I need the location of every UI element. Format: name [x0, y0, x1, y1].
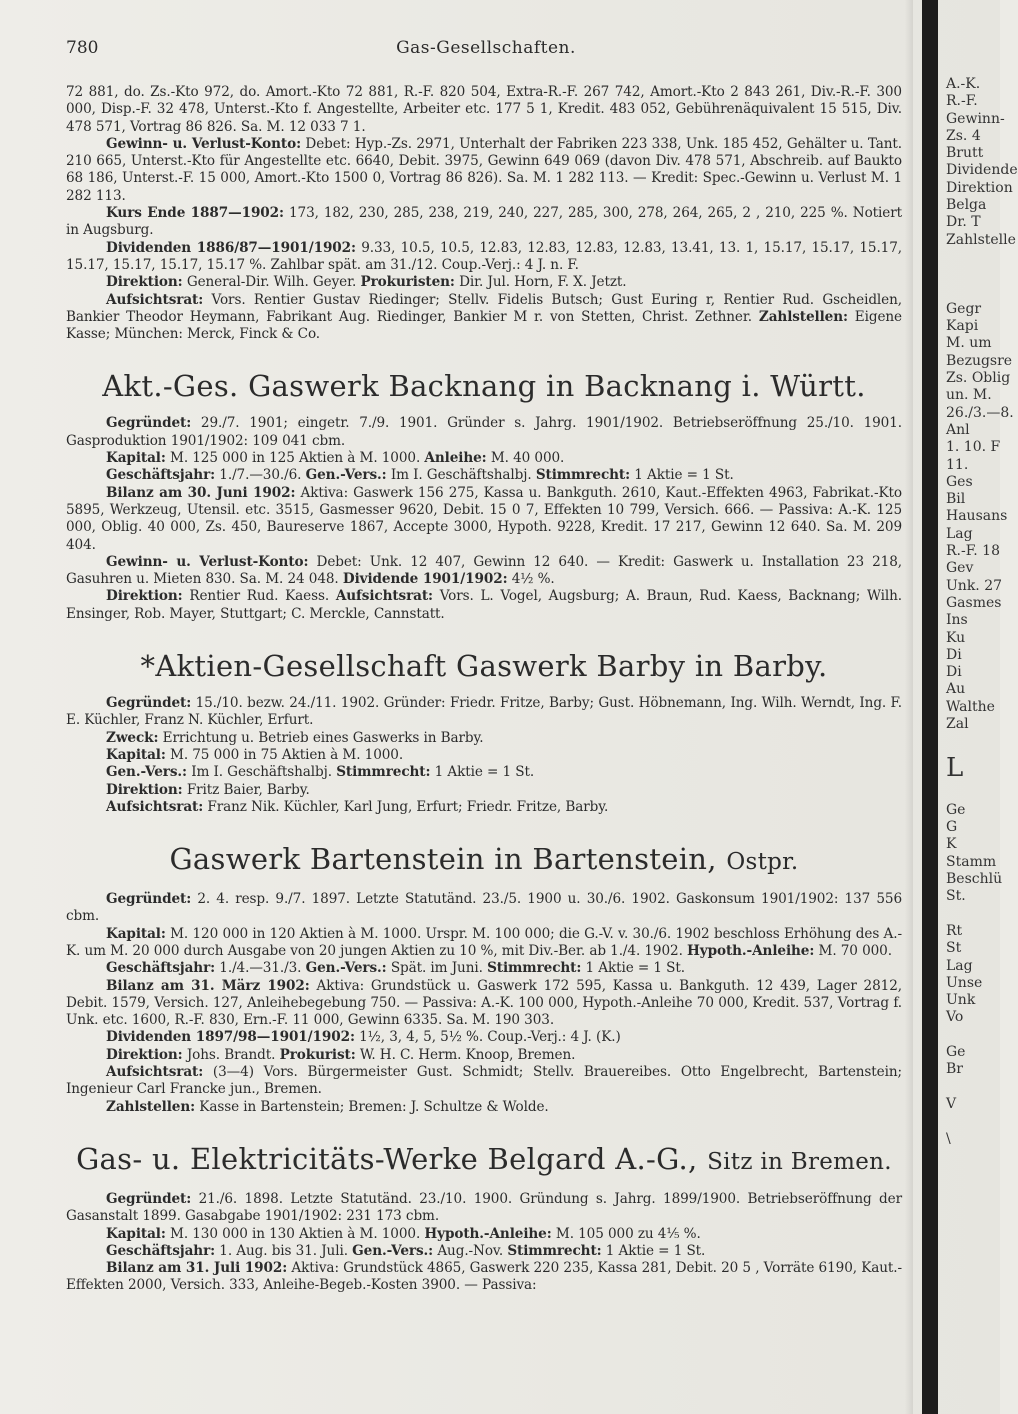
running-title: Gas-Gesellschaften. [396, 38, 576, 58]
fragment-line: 26./3.—8. [946, 404, 1014, 421]
entry-paragraph [66, 205, 902, 240]
fragment-line [946, 1079, 1000, 1096]
fragment-line: Kapi [946, 318, 979, 335]
fragment-line: V [946, 1095, 957, 1112]
entry-text: 2. 4. resp. 9./7. 1897. Letzte Statutänd. 23./5. 1900 u. 30./6. 1902. Gaskonsum 1901/1902: 137 556 cbm. [66, 891, 902, 925]
company-list [66, 369, 902, 1294]
entry-paragraph [66, 554, 902, 589]
entry-label: Geschäftsjahr: [106, 960, 216, 977]
fragment-line: L [946, 752, 964, 783]
entry-label: Kurs Ende 1887—1902: [106, 205, 284, 222]
entry-paragraph [66, 415, 902, 450]
entry-label: Hypoth.-Anleihe: [687, 942, 815, 959]
entry-paragraph [66, 1243, 902, 1260]
entry-paragraph [66, 1226, 902, 1243]
entry-paragraph [66, 730, 902, 747]
fragment-line: K [946, 836, 957, 853]
fragment-line: Brutt [946, 145, 984, 162]
entry-text: M. 70 000. [818, 942, 892, 959]
main-column [66, 84, 902, 1313]
binding-gutter [922, 0, 938, 1414]
fragment-line: Ge [946, 801, 966, 818]
fragment-line: 11. [946, 456, 969, 473]
entry-text: M. 75 000 in 75 Aktien à M. 1000. [170, 746, 404, 763]
entry-text: 1./4.—31./3. [219, 960, 302, 977]
entry-paragraph [66, 695, 902, 730]
entry-label: Kapital: [106, 746, 166, 763]
fragment-line: Bezugsre [946, 352, 1013, 369]
entry-text: 1 Aktie = 1 St. [585, 960, 685, 977]
fragment-line [946, 1027, 1000, 1044]
entry-label: Gewinn- u. Verlust-Konto: [106, 553, 309, 570]
company-name: Gaswerk Bartenstein in Bartenstein, [169, 842, 717, 877]
entry-paragraph [66, 782, 902, 799]
entry-text: 1 Aktie = 1 St. [605, 1242, 706, 1259]
entry-label: Stimmrecht: [487, 960, 582, 977]
entry-paragraph [66, 1047, 902, 1064]
entry-text: 4½ %. [511, 571, 555, 588]
fragment-line: Di [946, 646, 962, 663]
fragment-line: Rt [946, 922, 963, 939]
entry-label: Kapital: [106, 1225, 166, 1242]
entry-paragraph [66, 274, 902, 291]
fragment-line: Dividende [946, 162, 1018, 179]
entry-label: Gegründet: [106, 695, 192, 712]
page-number: 780 [66, 38, 99, 58]
fragment-line: Ge [946, 1044, 966, 1061]
entry-text: M. 125 000 in 125 Aktien à M. 1000. [170, 450, 421, 467]
entry-label: Direktion: [106, 781, 183, 798]
company-title [66, 1142, 902, 1179]
entry-text: Debet: Unk. 12 407, Gewinn 12 640. — Kredit: Gaswerk u. Installation 23 218, Gasuhren u. Mieten 830. Sa. M. 24 048. [66, 553, 902, 588]
entry-label: Gegründet: [106, 415, 192, 432]
fragment-line: Br [946, 1061, 963, 1078]
entry-paragraph [66, 240, 902, 275]
fragment-line [946, 906, 1000, 923]
fragment-line: R.-F. 18 [946, 543, 1000, 560]
entry-text: 1½, 3, 4, 5, 5½ %. Coup.-Verj.: 4 J. (K.) [359, 1029, 621, 1046]
entry-label: Aufsichtsrat: [106, 798, 204, 815]
company-seat: Sitz in Bremen. [707, 1148, 892, 1175]
fragment-line: Lag [946, 525, 973, 542]
fragment-line: Beschlü [946, 871, 1003, 888]
entry-paragraph [66, 292, 902, 344]
entry-label: Dividenden 1897/98—1901/1902: [106, 1029, 355, 1046]
entry-text: Errichtung u. Betrieb eines Gaswerks in Barby. [162, 729, 484, 746]
entry-text: Im I. Geschäftshalbj. [390, 467, 532, 484]
entry-label: Dividende 1901/1902: [342, 571, 508, 588]
fragment-line: Gegr [946, 300, 982, 317]
entry-paragraph [66, 136, 902, 205]
entry-paragraph [66, 747, 902, 764]
fragment-line [946, 266, 1000, 283]
fragment-line: M. um [946, 335, 992, 352]
company-name: Akt.-Ges. Gaswerk Backnang in Backnang i. Württ. [102, 369, 866, 404]
fragment-line: R.-F. [946, 93, 978, 110]
continued-entry [66, 84, 902, 343]
fragment-line: St. [946, 888, 966, 905]
fragment-line: Unk [946, 992, 976, 1009]
entry-label: Zahlstellen: [106, 1098, 196, 1115]
entry-label: Hypoth.-Anleihe: [424, 1225, 552, 1242]
entry-label: Anleihe: [424, 450, 487, 467]
entry-text: Debet: Hyp.-Zs. 2971, Unterhalt der Fabriken 223 338, Unk. 185 452, Gehälter u. Tant. 210 665, Unterst.-Kto für Angestellte etc. 6640, Debit. 3975, Gewinn 649 069 (davon Div. 478 571, Abschreib. auf Baukto 68 186, Unterst.-F. 15 000, Amort.-Kto 1500 0, Vortrag 86 826). Sa. M. 1 282 113. — Kredit: Spec.-Gewinn u. Verlust M. 1 282 113. [66, 135, 902, 204]
entry-label: Aufsichtsrat: [335, 588, 433, 605]
entry-paragraph [66, 764, 902, 781]
entry-text: M. 130 000 in 130 Aktien à M. 1000. [170, 1225, 421, 1242]
entry-label: Stimmrecht: [507, 1242, 602, 1259]
running-header [66, 38, 906, 64]
entry-label: Direktion: [106, 1046, 183, 1063]
entry-text: 1. Aug. bis 31. Juli. [219, 1242, 348, 1259]
entry-text: 15./10. bezw. 24./11. 1902. Gründer: Friedr. Fritze, Barby; Gust. Höbnemann, Ing. Wilh. Werndt, Ing. F. E. Küchler, Franz N. Küchler, Erfurt. [66, 695, 902, 729]
entry-label: Stimmrecht: [535, 467, 631, 484]
entry-text: 173, 182, 230, 285, 238, 219, 240, 227, 285, 300, 278, 264, 265, 2 , 210, 225 %. Notiert in Augsburg. [66, 205, 902, 239]
company-name: *Aktien-Gesellschaft Gaswerk Barby in Barby. [140, 649, 828, 684]
fragment-line [946, 1148, 1000, 1165]
company-title [66, 842, 902, 879]
entry-label: Gen.-Vers.: [305, 467, 387, 484]
entry-label: Direktion: [106, 274, 183, 291]
entry-paragraph [66, 84, 902, 136]
entry-text: (3—4) Vors. Bürgermeister Gust. Schmidt; Stellv. Brauereibes. Otto Engelbrecht, Bartenstein; Ingenieur Carl Francke jun., Bremen. [66, 1064, 902, 1098]
entry-text: Kasse in Bartenstein; Bremen: J. Schultze & Wolde. [199, 1098, 549, 1115]
fragment-line [946, 1113, 1000, 1130]
entry-text: M. 105 000 zu 4⅕ %. [555, 1225, 701, 1242]
entry-paragraph [66, 891, 902, 926]
fragment-line: Ins [946, 612, 968, 629]
company-name: Gas- u. Elektricitäts-Werke Belgard A.-G., [76, 1141, 698, 1176]
fragment-line: Ku [946, 629, 966, 646]
entry-text: M. 120 000 in 120 Aktien à M. 1000. Urspr. M. 100 000; die G.-V. v. 30./6. 1902 beschloss Erhöhung des A.-K. um M. 20 000 durch Ausgabe von 20 jungen Aktien zu 10 %, mit Div.-Ber. ab 1./4. 1902. [66, 925, 902, 959]
company-entry [66, 369, 902, 623]
entry-text: Im I. Geschäftshalbj. [191, 764, 332, 781]
fragment-line: Gasmes [946, 594, 1002, 611]
entry-label: Gen.-Vers.: [106, 764, 187, 781]
entry-text: Franz Nik. Küchler, Karl Jung, Erfurt; Friedr. Fritze, Barby. [207, 798, 609, 815]
fragment-line: Gev [946, 560, 974, 577]
entry-paragraph [66, 799, 902, 816]
entry-paragraph [66, 1029, 902, 1046]
entry-text: Vors. Rentier Gustav Riedinger; Stellv. Fidelis Butsch; Gust Euring r, Rentier Rud. Gscheidlen, Bankier Theodor Heymann, Fabrikant Aug. Riedinger, Bankier M r. von Stetten, Christ. Zethner. [66, 291, 902, 325]
entry-text: M. 40 000. [490, 450, 565, 467]
entry-text: Aug.-Nov. [437, 1242, 504, 1259]
entry-label: Zahlstellen: [758, 308, 848, 325]
entry-label: Geschäftsjahr: [106, 1242, 216, 1259]
entry-label: Kapital: [106, 925, 166, 942]
fragment-line: St [946, 940, 962, 957]
company-title [66, 369, 902, 403]
fragment-line: Au [946, 681, 966, 698]
entry-text: Spät. im Juni. [390, 960, 483, 977]
company-entry [66, 1142, 902, 1295]
fragment-line: \ [946, 1130, 951, 1147]
fragment-line: Zs. 4 [946, 127, 981, 144]
entry-paragraph [66, 1064, 902, 1099]
entry-text: 1 Aktie = 1 St. [634, 467, 734, 484]
entry-label: Geschäftsjahr: [106, 467, 216, 484]
entry-paragraph [66, 960, 902, 977]
entry-label: Bilanz am 31. Juli 1902: [106, 1260, 288, 1277]
entry-text: W. H. C. Herm. Knoop, Bremen. [359, 1046, 576, 1063]
entry-text: Aktiva: Grundstück 4865, Gaswerk 220 235, Kassa 281, Debit. 20 5 , Vorräte 6190, Kaut.-Effekten 2000, Versich. 333, Anleihe-Begeb.-Kosten 3900. — Passiva: [66, 1260, 902, 1294]
entry-text: General-Dir. Wilh. Geyer. [186, 274, 357, 291]
entry-label: Bilanz am 31. März 1902: [106, 977, 310, 994]
fragment-line [946, 284, 1000, 301]
entry-label: Stimmrecht: [336, 764, 431, 781]
fragment-line: Direktion [946, 179, 1013, 196]
fragment-line: Bil [946, 491, 966, 508]
fragment-line: Gewinn- [946, 110, 1005, 127]
entry-label: Gen.-Vers.: [305, 960, 387, 977]
fragment-line: Anl [946, 421, 970, 438]
fragment-line: 1. 10. F [946, 439, 1001, 456]
fragment-line: Vo [946, 1009, 964, 1026]
fragment-line: Walthe [946, 698, 995, 715]
entry-text: Aktiva: Grundstück u. Gaswerk 172 595, Kassa u. Bankguth. 12 439, Lager 2812, Debit. 1579, Versich. 127, Anleihebegebung 750. — Passiva: A.-K. 100 000, Hypoth.-Anleihe 70 000, Kredit. 537, Vortrag f. Unk. etc. 1600, R.-F. 830, Ern.-F. 11 000, Gewinn 6335. Sa. M. 190 303. [66, 977, 902, 1029]
fragment-line: Lag [946, 957, 973, 974]
entry-label: Gegründet: [106, 1190, 192, 1207]
entry-label: Dividenden 1886/87—1901/1902: [106, 239, 356, 256]
entry-paragraph [66, 450, 902, 467]
fragment-line: Belga [946, 197, 987, 214]
fragment-line: Zahlstelle [946, 231, 1016, 248]
entry-label: Gegründet: [106, 891, 192, 908]
entry-text: Johs. Brandt. [186, 1046, 276, 1063]
fragment-line: Dr. T [946, 214, 981, 231]
entry-paragraph [66, 926, 902, 961]
entry-label: Bilanz am 30. Juni 1902: [106, 484, 296, 501]
entry-label: Prokuristen: [360, 274, 455, 291]
entry-text: Eigene Kasse; München: Merck, Finck & Co. [66, 308, 902, 343]
entry-label: Aufsichtsrat: [106, 291, 204, 308]
company-entry [66, 842, 902, 1116]
entry-label: Zweck: [106, 729, 159, 746]
fragment-line: Zal [946, 715, 969, 732]
company-title [66, 649, 902, 683]
fragment-line: Hausans [946, 508, 1008, 525]
fragment-line: Ges [946, 473, 973, 490]
entry-paragraph [66, 978, 902, 1030]
entry-paragraph [66, 467, 902, 484]
fragment-line: Unk. 27 [946, 577, 1003, 594]
company-seat: Ostpr. [726, 849, 799, 876]
fragment-line: Zs. Oblig [946, 370, 1011, 387]
entry-text: Vors. L. Vogel, Augsburg; A. Braun, Rud. Kaess, Backnang; Wilh. Ensinger, Rob. Mayer, Stuttgart; C. Merckle, Cannstatt. [66, 588, 902, 622]
company-entry [66, 649, 902, 816]
fragment-line: Stamm [946, 853, 997, 870]
entry-text: 21./6. 1898. Letzte Statutänd. 23./10. 1900. Gründung s. Jahrg. 1899/1900. Betriebseröffnung der Gasanstalt 1899. Gasabgabe 1901/1902: 231 173 cbm. [66, 1190, 902, 1225]
fragment-line [946, 785, 1000, 802]
entry-text: Dir. Jul. Horn, F. X. Jetzt. [459, 274, 627, 291]
fragment-line: G [946, 819, 958, 836]
entry-label: Aufsichtsrat: [106, 1064, 204, 1081]
entry-label: Gen.-Vers.: [352, 1242, 434, 1259]
fragment-line: Unse [946, 974, 983, 991]
entry-text: 9.33, 10.5, 10.5, 12.83, 12.83, 12.83, 12.83, 13.41, 13. 1, 15.17, 15.17, 15.17, 15.17, 15.17, 15.17, 15.17 %. Zahlbar spät. am 31./12. Coup.-Verj.: 4 J. n. F. [66, 239, 902, 273]
fragment-line [946, 733, 1000, 750]
entry-text: Rentier Rud. Kaess. [189, 588, 330, 605]
fragment-line: un. M. [946, 387, 992, 404]
entry-label: Gewinn- u. Verlust-Konto: [106, 135, 301, 152]
entry-text: Fritz Baier, Barby. [186, 781, 310, 798]
fragment-line: Di [946, 664, 962, 681]
adjacent-page-fragment [946, 76, 1018, 1165]
entry-paragraph [66, 1099, 902, 1116]
entry-paragraph [66, 1260, 902, 1295]
entry-text: 1 Aktie = 1 St. [434, 764, 535, 781]
fragment-line [946, 249, 1000, 266]
entry-label: Direktion: [106, 588, 183, 605]
entry-paragraph [66, 1191, 902, 1226]
fragment-line: A.-K. [946, 76, 981, 92]
entry-paragraph [66, 588, 902, 623]
entry-text: Aktiva: Gaswerk 156 275, Kassa u. Bankguth. 2610, Kaut.-Effekten 4963, Fabrikat.-Kto 5895, Werkzeug, Utensil. etc. 3515, Gasmesser 9620, Debit. 15 0 7, Effekten 10 799, Versich. 666. — Passiva: A.-K. 125 000, Oblig. 40 000, Zs. 450, Baureserve 1867, Accepte 3000, Hypoth. 9228, Kredit. 17 217, Gewinn 12 640. Sa. M. 209 404. [66, 484, 902, 553]
entry-text: 29./7. 1901; eingetr. 7./9. 1901. Gründer s. Jahrg. 1901/1902. Betriebseröffnung 25./10. 1901. Gasproduktion 1901/1902: 109 041 cbm. [66, 415, 902, 449]
entry-paragraph [66, 485, 902, 554]
entry-label: Kapital: [106, 450, 166, 467]
page-shadow [905, 0, 913, 1414]
entry-text: 72 881, do. Zs.-Kto 972, do. Amort.-Kto 72 881, R.-F. 820 504, Extra-R.-F. 267 742, Amort.-Kto 2 843 261, Div.-R.-F. 300 000, Disp.-F. 32 478, Unterst.-Kto f. Angestellte, Arbeiter etc. 177 5 1, Kredit. 483 052, Gebührenäquivalent 15 515, Div. 478 571, Vortrag 86 826. Sa. M. 12 033 7 1. [66, 84, 902, 135]
entry-text: 1./7.—30./6. [219, 467, 302, 484]
entry-label: Prokurist: [279, 1046, 356, 1063]
